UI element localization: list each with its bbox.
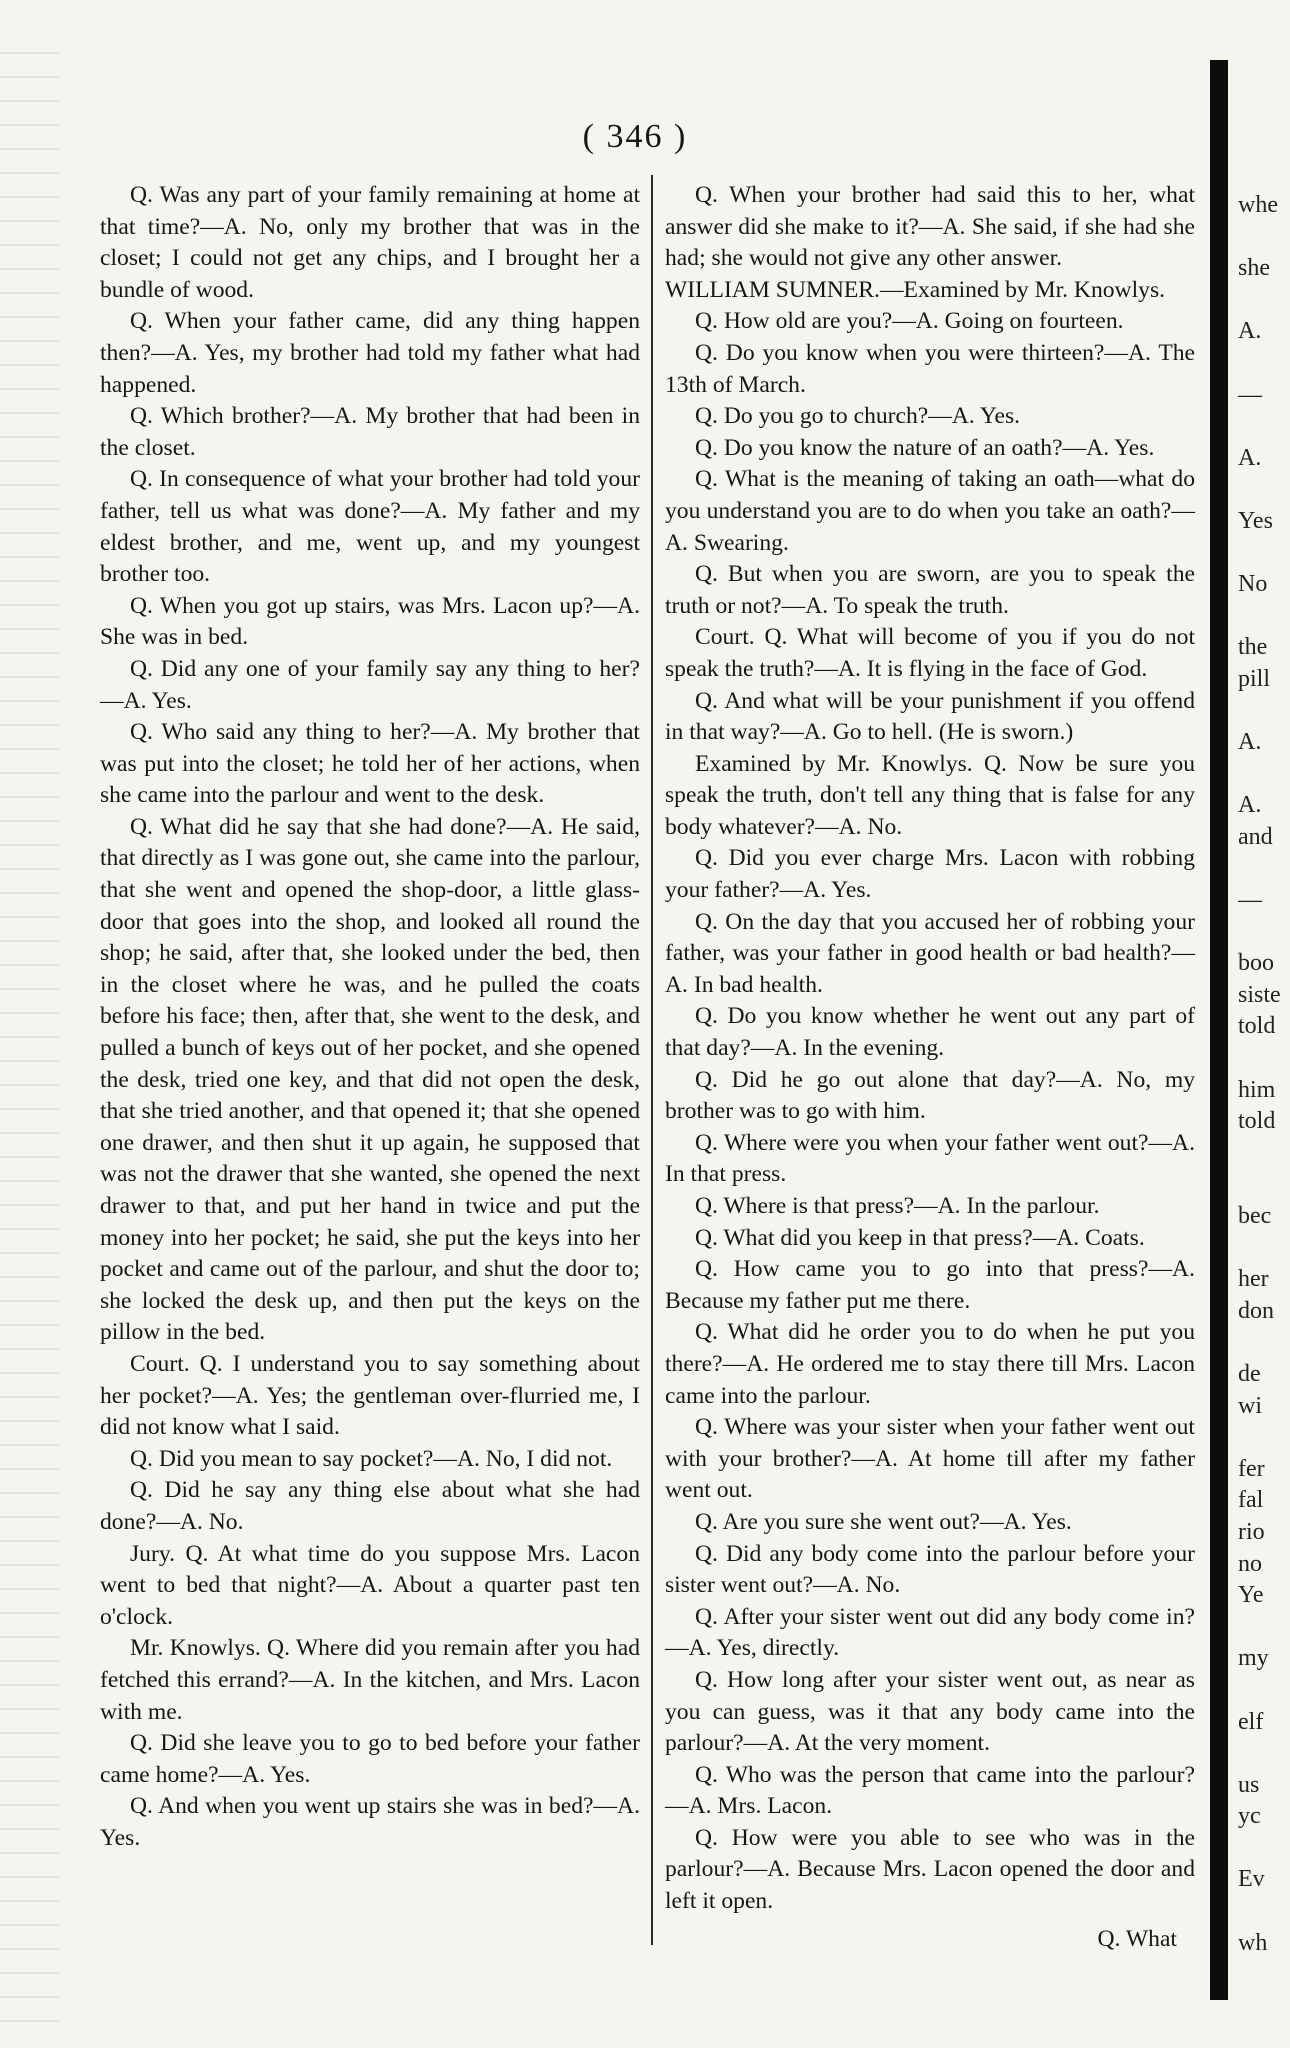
paragraph: Q. Did you mean to say pocket?—A. No, I did not. xyxy=(130,1445,613,1472)
facing-fragment: told xyxy=(1238,1108,1276,1135)
facing-fragment xyxy=(1238,1612,1290,1644)
facing-fragment: — xyxy=(1238,381,1262,408)
facing-fragment xyxy=(1238,222,1290,254)
facing-fragment xyxy=(1238,1327,1290,1359)
right-column xyxy=(665,180,1195,1955)
facing-fragment xyxy=(1238,285,1290,317)
facing-fragment: boo xyxy=(1238,950,1274,977)
paragraph: Q. But when you are sworn, are you to speak the truth or not?—A. To speak the truth. xyxy=(665,561,1195,619)
paragraph: Q. And when you went up stairs she was in bed?—A. Yes. xyxy=(100,1793,640,1851)
facing-fragment xyxy=(1238,1896,1290,1928)
facing-fragment: A. xyxy=(1238,729,1262,756)
facing-fragment: No xyxy=(1238,571,1268,598)
paragraph: Q. What did he order you to do when he put you there?—A. He ordered me to stay there till Mrs. Lacon came into the parlour. xyxy=(665,1319,1195,1409)
facing-fragment: wh xyxy=(1238,1929,1268,1956)
facing-fragment xyxy=(1238,411,1290,443)
facing-fragment: told xyxy=(1238,1013,1276,1040)
paragraph: Court. Q. I understand you to say something about her pocket?—A. Yes; the gentleman over-flurried me, I did not know what I said. xyxy=(100,1350,640,1441)
paragraph: Q. Did any body come into the parlour before your sister went out?—A. No. xyxy=(665,1540,1195,1599)
paragraph: Q. In consequence of what your brother had told your father, tell us what was done?—A. My father and my eldest brother, and me, went up, and my youngest brother too. xyxy=(100,466,640,588)
paragraph: Q. And what will be your punishment if you offend in that way?—A. Go to hell. (He is sworn.) xyxy=(665,687,1195,746)
facing-fragment: no xyxy=(1238,1550,1262,1577)
column-rule xyxy=(651,175,653,1945)
paragraph: Q. Was any part of your family remaining at home at that time?—A. No, only my brother that was in the closet; I could not get any chips, and I brought her a bundle of wood. xyxy=(100,182,640,303)
paragraph: Q. Who was the person that came into the parlour?—A. Mrs. Lacon. xyxy=(665,1761,1195,1820)
paragraph: Q. Did any one of your family say any thing to her?—A. Yes. xyxy=(100,655,640,714)
paragraph: Q. Do you go to church?—A. Yes. xyxy=(695,403,1021,430)
paragraph: Q. Do you know when you were thirteen?—A. The 13th of March. xyxy=(665,339,1195,398)
facing-fragment xyxy=(1238,1833,1290,1865)
facing-fragment: fal xyxy=(1238,1487,1264,1514)
facing-fragment xyxy=(1238,917,1290,949)
facing-fragment xyxy=(1238,348,1290,380)
facing-fragment: yc xyxy=(1238,1803,1261,1830)
paragraph: Q. What did you keep in that press?—A. Coats. xyxy=(695,1224,1145,1251)
left-column xyxy=(100,180,640,1854)
paragraph: Q. Did you ever charge Mrs. Lacon with robbing your father?—A. Yes. xyxy=(665,845,1195,904)
paragraph: Q. How were you able to see who was in the parlour?—A. Because Mrs. Lacon opened the door and left it open. xyxy=(665,1824,1195,1915)
paragraph: Q. Did he say any thing else about what she had done?—A. No. xyxy=(100,1477,640,1535)
facing-fragment: A. xyxy=(1238,444,1262,471)
facing-fragment: don xyxy=(1238,1297,1274,1324)
facing-fragment: fer xyxy=(1238,1455,1265,1482)
facing-fragment: my xyxy=(1238,1645,1269,1672)
facing-fragment: Ye xyxy=(1238,1582,1264,1609)
paragraph: Jury. Q. At what time do you suppose Mrs. Lacon went to bed that night?—A. About a quarter past ten o'clock. xyxy=(100,1540,640,1630)
facing-fragment: us xyxy=(1238,1771,1260,1798)
facing-fragment xyxy=(1238,1233,1290,1265)
paragraph: Q. How came you to go into that press?—A. Because my father put me there. xyxy=(665,1256,1195,1314)
paragraph: Q. Where was your sister when your father went out with your brother?—A. At home till after my father went out. xyxy=(665,1414,1195,1504)
paragraph: Q. Do you know whether he went out any part of that day?—A. In the evening. xyxy=(665,1003,1195,1062)
paragraph: Q. Did he go out alone that day?—A. No, my brother was to go with him. xyxy=(665,1066,1195,1125)
facing-fragment: siste xyxy=(1238,981,1281,1008)
paragraph: Court. Q. What will become of you if you do not speak the truth?—A. It is flying in the face of God. xyxy=(665,624,1195,682)
facing-fragment: Ev xyxy=(1238,1866,1265,1893)
facing-fragment xyxy=(1238,1738,1290,1770)
facing-fragment xyxy=(1238,1675,1290,1707)
paragraph: Q. Did she leave you to go to bed before your father came home?—A. Yes. xyxy=(100,1730,640,1788)
paragraph: WILLIAM SUMNER.—Examined by Mr. Knowlys. xyxy=(665,276,1166,303)
paragraph: Q. When your father came, did any thing happen then?—A. Yes, my brother had told my father what had happened. xyxy=(100,308,640,398)
facing-fragment: de xyxy=(1238,1360,1261,1387)
paragraph: Q. On the day that you accused her of robbing your father, was your father in good health or bad health?—A. In bad health. xyxy=(665,908,1195,998)
paragraph: Examined by Mr. Knowlys. Q. Now be sure you speak the truth, don't tell any thing that is false for any body whatever?—A. No. xyxy=(665,750,1195,840)
facing-fragment: elf xyxy=(1238,1708,1264,1735)
binding-edge xyxy=(0,30,60,2030)
paragraph: Mr. Knowlys. Q. Where did you remain after you had fetched this errand?—A. In the kitchen, and Mrs. Lacon with me. xyxy=(100,1635,640,1725)
paragraph: Q. What did he say that she had done?—A. He said, that directly as I was gone out, she came into the parlour, that she went and opened the shop-door, a little glass-door that goes into the shop, and looked all round the shop; he said, after that, she looked under the bed, then in the closet where he was, and he pulled the coats before his face; then, after that, she went to the desk, and pulled a bunch of keys out of her pocket, and she opened the desk, tried one key, and that did not open the desk, that she tried another, and that opened it; that she opened one drawer, and then shut it up again, he supposed that was not the drawer that she wanted, she opened the next drawer to that, and put her hand in twice and put the money into her pocket; he said, she put the keys into her pocket and came out of the parlour, and shut the door to; she locked the desk up, and then put the keys on the pillow in the bed. xyxy=(100,813,640,1346)
facing-fragment xyxy=(1238,759,1290,791)
facing-fragment xyxy=(1238,696,1290,728)
facing-fragment: rio xyxy=(1238,1518,1265,1545)
facing-fragment xyxy=(1238,1422,1290,1454)
paragraph: Q. Where were you when your father went out?—A. In that press. xyxy=(665,1129,1195,1188)
facing-fragment: she xyxy=(1238,255,1270,282)
facing-fragment: wi xyxy=(1238,1392,1262,1419)
paragraph: Q. Where is that press?—A. In the parlour. xyxy=(695,1193,1100,1219)
facing-fragment xyxy=(1238,1169,1290,1201)
paragraph: Q. Who said any thing to her?—A. My brother that was put into the closet; he told her of her actions, when she came into the parlour and went to the desk. xyxy=(100,719,640,809)
paragraph: Q. Are you sure she went out?—A. Yes. xyxy=(695,1508,1072,1535)
facing-fragment: A. xyxy=(1238,792,1262,819)
facing-page-fragments xyxy=(1238,190,1290,1959)
paragraph: Q. What is the meaning of taking an oath—what do you understand you are to do when you take an oath?—A. Swearing. xyxy=(665,466,1195,556)
paragraph: Q. After your sister went out did any body come in?—A. Yes, directly. xyxy=(665,1603,1195,1662)
facing-fragment: the xyxy=(1238,634,1268,661)
facing-fragment xyxy=(1238,1043,1290,1075)
facing-fragment xyxy=(1238,601,1290,633)
facing-fragment: and xyxy=(1238,823,1273,850)
facing-fragment: whe xyxy=(1238,192,1278,218)
paragraph: Q. How long after your sister went out, as near as you can guess, was it that any body came into the parlour?—A. At the very moment. xyxy=(665,1666,1195,1757)
facing-fragment: pill xyxy=(1238,665,1271,692)
paragraph: Q. How old are you?—A. Going on fourteen. xyxy=(695,308,1124,335)
gutter-shadow xyxy=(1210,60,1228,2000)
paragraph: Q. Which brother?—A. My brother that had been in the closet. xyxy=(100,403,640,461)
paragraph: Q. When you got up stairs, was Mrs. Lacon up?—A. She was in bed. xyxy=(100,592,640,651)
facing-fragment xyxy=(1238,853,1290,885)
facing-fragment: bec xyxy=(1238,1203,1272,1229)
catchword: Q. What xyxy=(1097,1925,1177,1952)
facing-fragment: her xyxy=(1238,1266,1269,1293)
facing-fragment: him xyxy=(1238,1076,1276,1103)
facing-fragment xyxy=(1238,474,1290,506)
facing-fragment xyxy=(1238,1138,1290,1170)
facing-fragment xyxy=(1238,538,1290,570)
page-number: ( 346 ) xyxy=(582,118,688,155)
paragraph: Q. Do you know the nature of an oath?—A. Yes. xyxy=(695,434,1155,461)
facing-fragment: — xyxy=(1238,887,1262,914)
facing-fragment: A. xyxy=(1238,318,1262,345)
facing-fragment: Yes xyxy=(1238,507,1273,534)
paragraph: Q. When your brother had said this to her, what answer did she make to it?—A. She said, if she had she had; she would not give any other answer. xyxy=(665,182,1195,272)
